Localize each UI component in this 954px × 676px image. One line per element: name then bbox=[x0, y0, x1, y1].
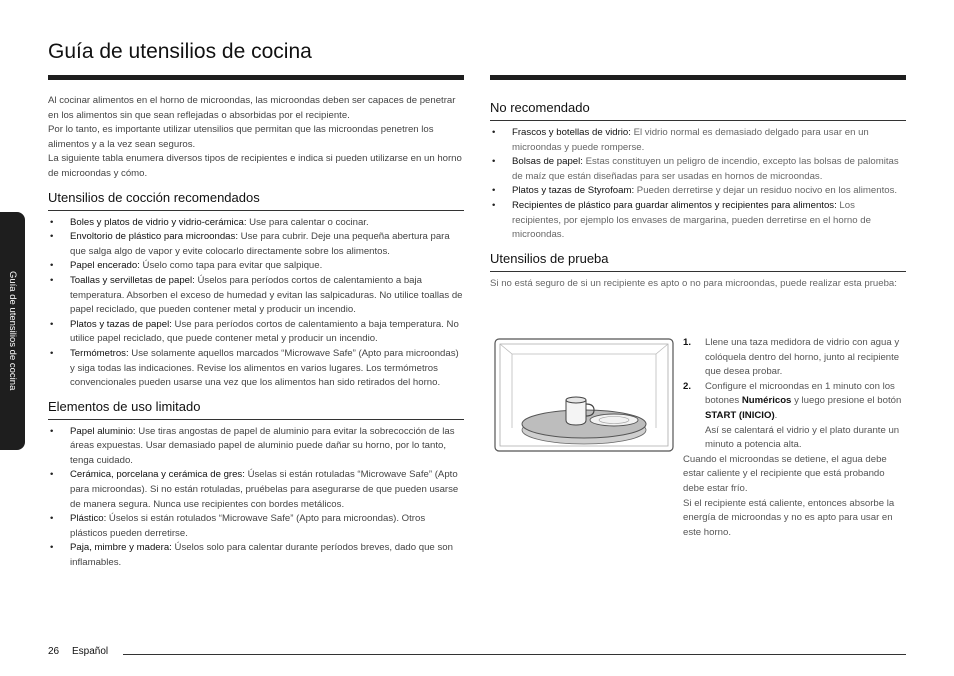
list-item: • Platos y tazas de papel: Use para períodos cortos de calentamiento a baja temperatura. No utilice papel reciclado, que puede contener metal y producir un incendio. bbox=[48, 318, 464, 347]
list-item: • Envoltorio de plástico para microondas: Use para cubrir. Deje una pequeña abertura para que salga algo de vapor y evite colocarlo directamente sobre los alimentos. bbox=[48, 230, 464, 259]
step-number: 1. bbox=[683, 337, 692, 348]
page-title: Guía de utensilios de cocina bbox=[48, 40, 312, 63]
test-result: Si el recipiente está caliente, entonces absorbe la energía de microondas y no es apto para usar en este horno. bbox=[683, 497, 895, 538]
plate-icon bbox=[590, 414, 638, 426]
limited-heading: Elementos de uso limitado bbox=[48, 399, 464, 420]
recommended-heading: Utensilios de cocción recomendados bbox=[48, 190, 464, 211]
left-title-bar bbox=[48, 75, 464, 80]
list-item: • Papel encerado: Úselo como tapa para evitar que salpique. bbox=[48, 259, 464, 274]
test-result: Cuando el microondas se detiene, el agua debe estar caliente y el recipiente que está probando debe estar frío. bbox=[683, 453, 887, 494]
page-language: Español bbox=[72, 646, 109, 657]
test-intro: Si no está seguro de si un recipiente es apto o no para microondas, puede realizar esta prueba: bbox=[490, 277, 897, 289]
test-steps bbox=[683, 336, 908, 540]
microwave-test-illustration bbox=[494, 338, 674, 452]
list-item: • Toallas y servilletas de papel: Úselos para períodos cortos de calentamiento a baja temperatura. Absorben el exceso de humedad y evitan las salpicaduras. No utilice toallas de papel reciclado, que pueden contener metal y producir un incendio. bbox=[48, 274, 464, 318]
list-item: • Paja, mimbre y madera: Úselos solo para calentar durante períodos breves, dado que son inflamables. bbox=[48, 541, 464, 570]
list-item: • Cerámica, porcelana y cerámica de gres: Úselas si están rotuladas “Microwave Safe” (Apto para microondas). Si no están rotuladas, pruébelas para asegurarse de que pueden usarse de manera segura. Nunca use recipientes con bordes metálicos. bbox=[48, 468, 464, 512]
step-note: Así se calentará el vidrio y el plato durante un minuto a potencia alta. bbox=[705, 424, 900, 451]
limited-list bbox=[48, 425, 464, 571]
right-column bbox=[490, 100, 906, 291]
not-recommended-list bbox=[490, 126, 906, 243]
list-item: • Boles y platos de vidrio y vidrio-cerámica: Use para calentar o cocinar. bbox=[48, 216, 464, 231]
list-item: • Platos y tazas de Styrofoam: Pueden derretirse y dejar un residuo nocivo en los alimentos. bbox=[490, 184, 906, 199]
step-number: 2. bbox=[683, 380, 692, 392]
recommended-list bbox=[48, 216, 464, 391]
list-item: • Termómetros: Use solamente aquellos marcados “Microwave Safe” (Apto para microondas) y siga todas las indicaciones. Revise los alimentos en varios lugares. Los termómetros convencionales pueden usarse una vez que los alimentos han sido retirados del horno. bbox=[48, 347, 464, 391]
list-item: • Frascos y botellas de vidrio: El vidrio normal es demasiado delgado para usar en un microondas y puede romperse. bbox=[490, 126, 906, 155]
list-item: • Bolsas de papel: Estas constituyen un peligro de incendio, excepto las bolsas de palomitas de maíz que están diseñadas para ser usadas en hornos de microondas. bbox=[490, 155, 906, 184]
not-recommended-heading: No recomendado bbox=[490, 100, 906, 121]
test-heading: Utensilios de prueba bbox=[490, 251, 906, 272]
list-item: • Papel aluminio: Use tiras angostas de papel de aluminio para evitar la sobrecocción de las áreas expuestas. Usar demasiado papel de aluminio puede dañar su horno, por lo tanto, tenga cuidado. bbox=[48, 425, 464, 469]
page-number: 26 bbox=[48, 646, 60, 657]
list-item: • Recipientes de plástico para guardar alimentos y recipientes para alimentos: Los recipientes, por ejemplo los envases de margarina, pueden derretirse en el horno de microondas. bbox=[490, 199, 906, 243]
footer-rule bbox=[123, 654, 906, 655]
step-item: 1. Llene una taza medidora de vidrio con agua y colóquela dentro del horno, junto al recipiente que desea probar. bbox=[683, 337, 900, 378]
intro-paragraph: La siguiente tabla enumera diversos tipos de recipientes e indica si pueden utilizarse en un horno de microondas y cómo. bbox=[48, 153, 462, 179]
left-column bbox=[48, 94, 464, 571]
intro-paragraph: Por lo tanto, es importante utilizar utensilios que permitan que las microondas penetren los alimentos y a la vez sean seguros. bbox=[48, 124, 434, 150]
right-title-bar bbox=[490, 75, 906, 80]
intro-paragraph: Al cocinar alimentos en el horno de microondas, las microondas deben ser capaces de penetrar en los alimentos sin que sean reflejadas o absorbidas por el recipiente. bbox=[48, 95, 456, 121]
list-item: • Plástico: Úselos si están rotulados “Microwave Safe” (Apto para microondas). Otros plásticos pueden derretirse. bbox=[48, 512, 464, 541]
side-chapter-tab bbox=[0, 212, 25, 450]
step-item: 2. Configure el microondas en 1 minuto con los botones Numéricos y luego presione el botón START (INICIO). Así se calentará el vidrio y el plato durante un minuto a potencia alta. bbox=[683, 380, 908, 453]
side-tab-label: Guía de utensilios de cocina bbox=[7, 271, 18, 391]
